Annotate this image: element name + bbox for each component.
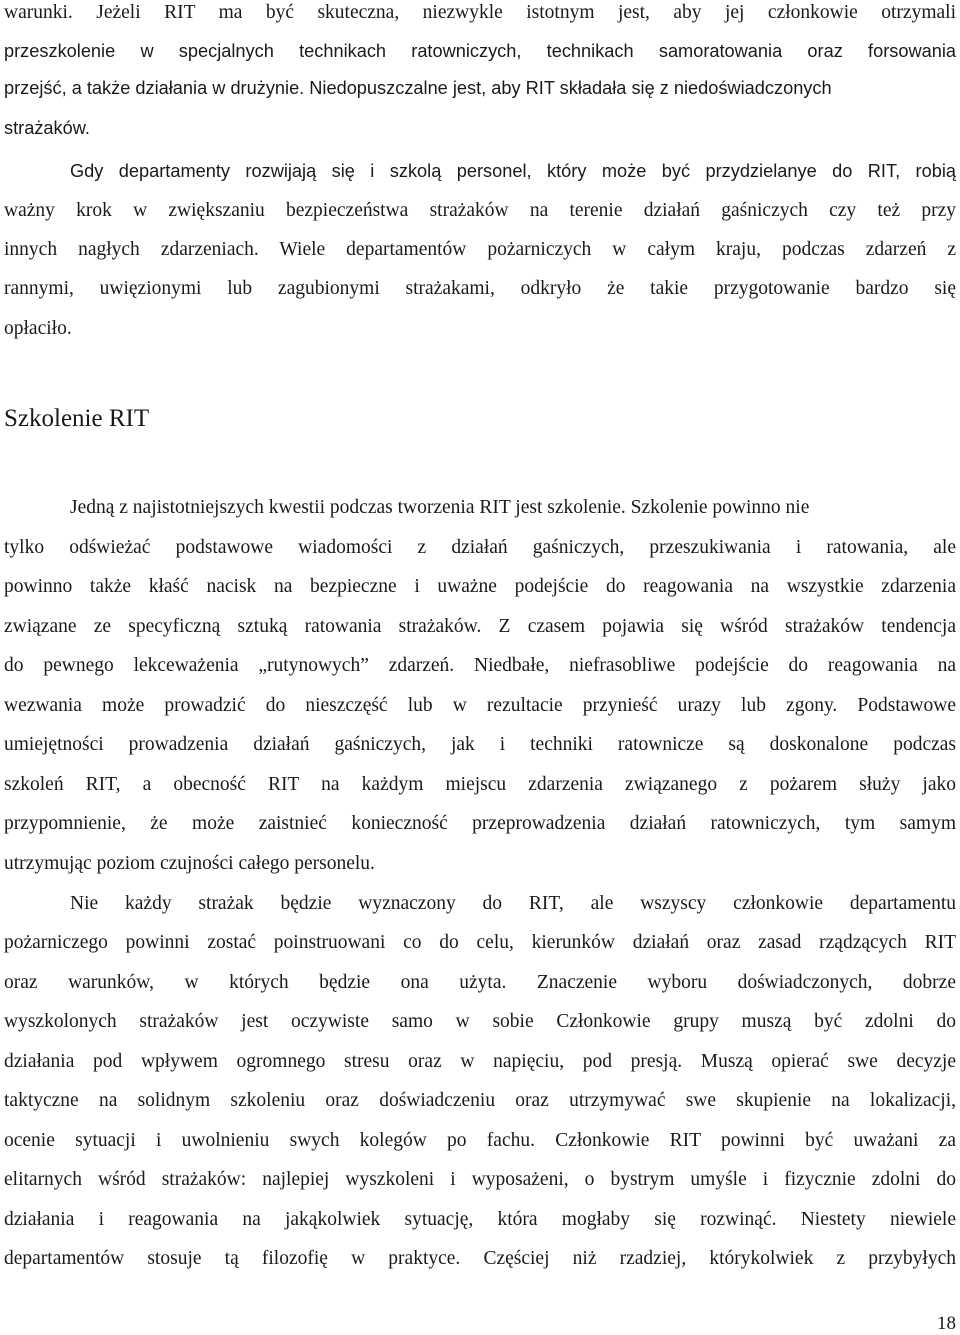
text-line: opłaciło. [4,318,72,339]
text-line: innych nagłych zdarzeniach. Wiele departamentów pożarniczych w całym kraju, podczas zdarzeń z [4,239,956,260]
text-line: oraz warunków, w których będzie ona użyta. Znaczenie wyboru doświadczonych, dobrze [4,972,956,993]
text-line: Gdy departamenty rozwijają się i szkolą personel, który może być przydzielanye do RIT, robią [70,161,956,181]
text-line: szkoleń RIT, a obecność RIT na każdym miejscu zdarzenia związanego z pożarem służy jako [4,774,956,795]
text-line: tylko odświeżać podstawowe wiadomości z działań gaśniczych, przeszukiwania i ratowania, ale [4,537,956,558]
text-line: elitarnych wśród strażaków: najlepiej wyszkoleni i wyposażeni, o bystrym umyśle i fizycznie zdolni do [4,1169,956,1190]
text-line: do pewnego lekceważenia „rutynowych” zdarzeń. Niedbałe, niefrasobliwe podejście do reagowania na [4,655,956,676]
text-line: przypomnienie, że może zaistnieć konieczność przeprowadzenia działań ratowniczych, tym samym [4,813,956,834]
section-heading: Szkolenie RIT [4,405,150,432]
text-line: umiejętności prowadzenia działań gaśniczych, jak i techniki ratownicze są doskonalone podczas [4,734,956,755]
text-line: taktyczne na solidnym szkoleniu oraz doświadczeniu oraz utrzymywać swe skupienie na lokalizacji, [4,1090,956,1111]
text-line: działania i reagowania na jakąkolwiek sytuację, która mogłaby się rozwinąć. Niestety niewiele [4,1209,956,1230]
text-line: powinno także kłaść nacisk na bezpieczne i uważne podejście do reagowania na wszystkie zdarzenia [4,576,956,597]
text-line: rannymi, uwięzionymi lub zagubionymi strażakami, odkryło że takie przygotowanie bardzo się [4,278,956,299]
text-line: działania pod wpływem ogromnego stresu oraz w napięciu, pod presją. Muszą opierać swe decyzje [4,1051,956,1072]
text-line: warunki. Jeżeli RIT ma być skuteczna, niezwykle istotnym jest, aby jej członkowie otrzymali [4,2,956,23]
text-line: ocenie sytuacji i uwolnieniu swych kolegów po fachu. Członkowie RIT powinni być uważani za [4,1130,956,1151]
text-line: wezwania może prowadzić do nieszczęść lub w rezultacie przynieść urazy lub zgony. Podstawowe [4,695,956,716]
text-line: przejść, a także działania w drużynie. Niedopuszczalne jest, aby RIT składała się z niedoświadczonych [4,78,832,98]
text-line: Nie każdy strażak będzie wyznaczony do RIT, ale wszyscy członkowie departamentu [70,893,956,914]
text-line: pożarniczego powinni zostać poinstruowani co do celu, kierunków działań oraz zasad rządzących RIT [4,932,956,953]
text-line: związane ze specyficzną sztuką ratowania strażaków. Z czasem pojawia się wśród strażaków tendencja [4,616,956,637]
text-line: wyszkolonych strażaków jest oczywiste samo w sobie Członkowie grupy muszą być zdolni do [4,1011,956,1032]
text-line: departamentów stosuje tą filozofię w praktyce. Częściej niż rzadziej, którykolwiek z przybyłych [4,1248,956,1269]
text-line: Jedną z najistotniejszych kwestii podczas tworzenia RIT jest szkolenie. Szkolenie powinno nie [70,497,810,518]
page-number: 18 [937,1313,956,1334]
text-line: strażaków. [4,118,90,138]
text-line: ważny krok w zwiększaniu bezpieczeństwa strażaków na terenie działań gaśniczych czy też przy [4,200,956,221]
text-line: utrzymując poziom czujności całego personelu. [4,853,375,874]
text-line: przeszkolenie w specjalnych technikach ratowniczych, technikach samoratowania oraz forsowania [4,41,956,61]
